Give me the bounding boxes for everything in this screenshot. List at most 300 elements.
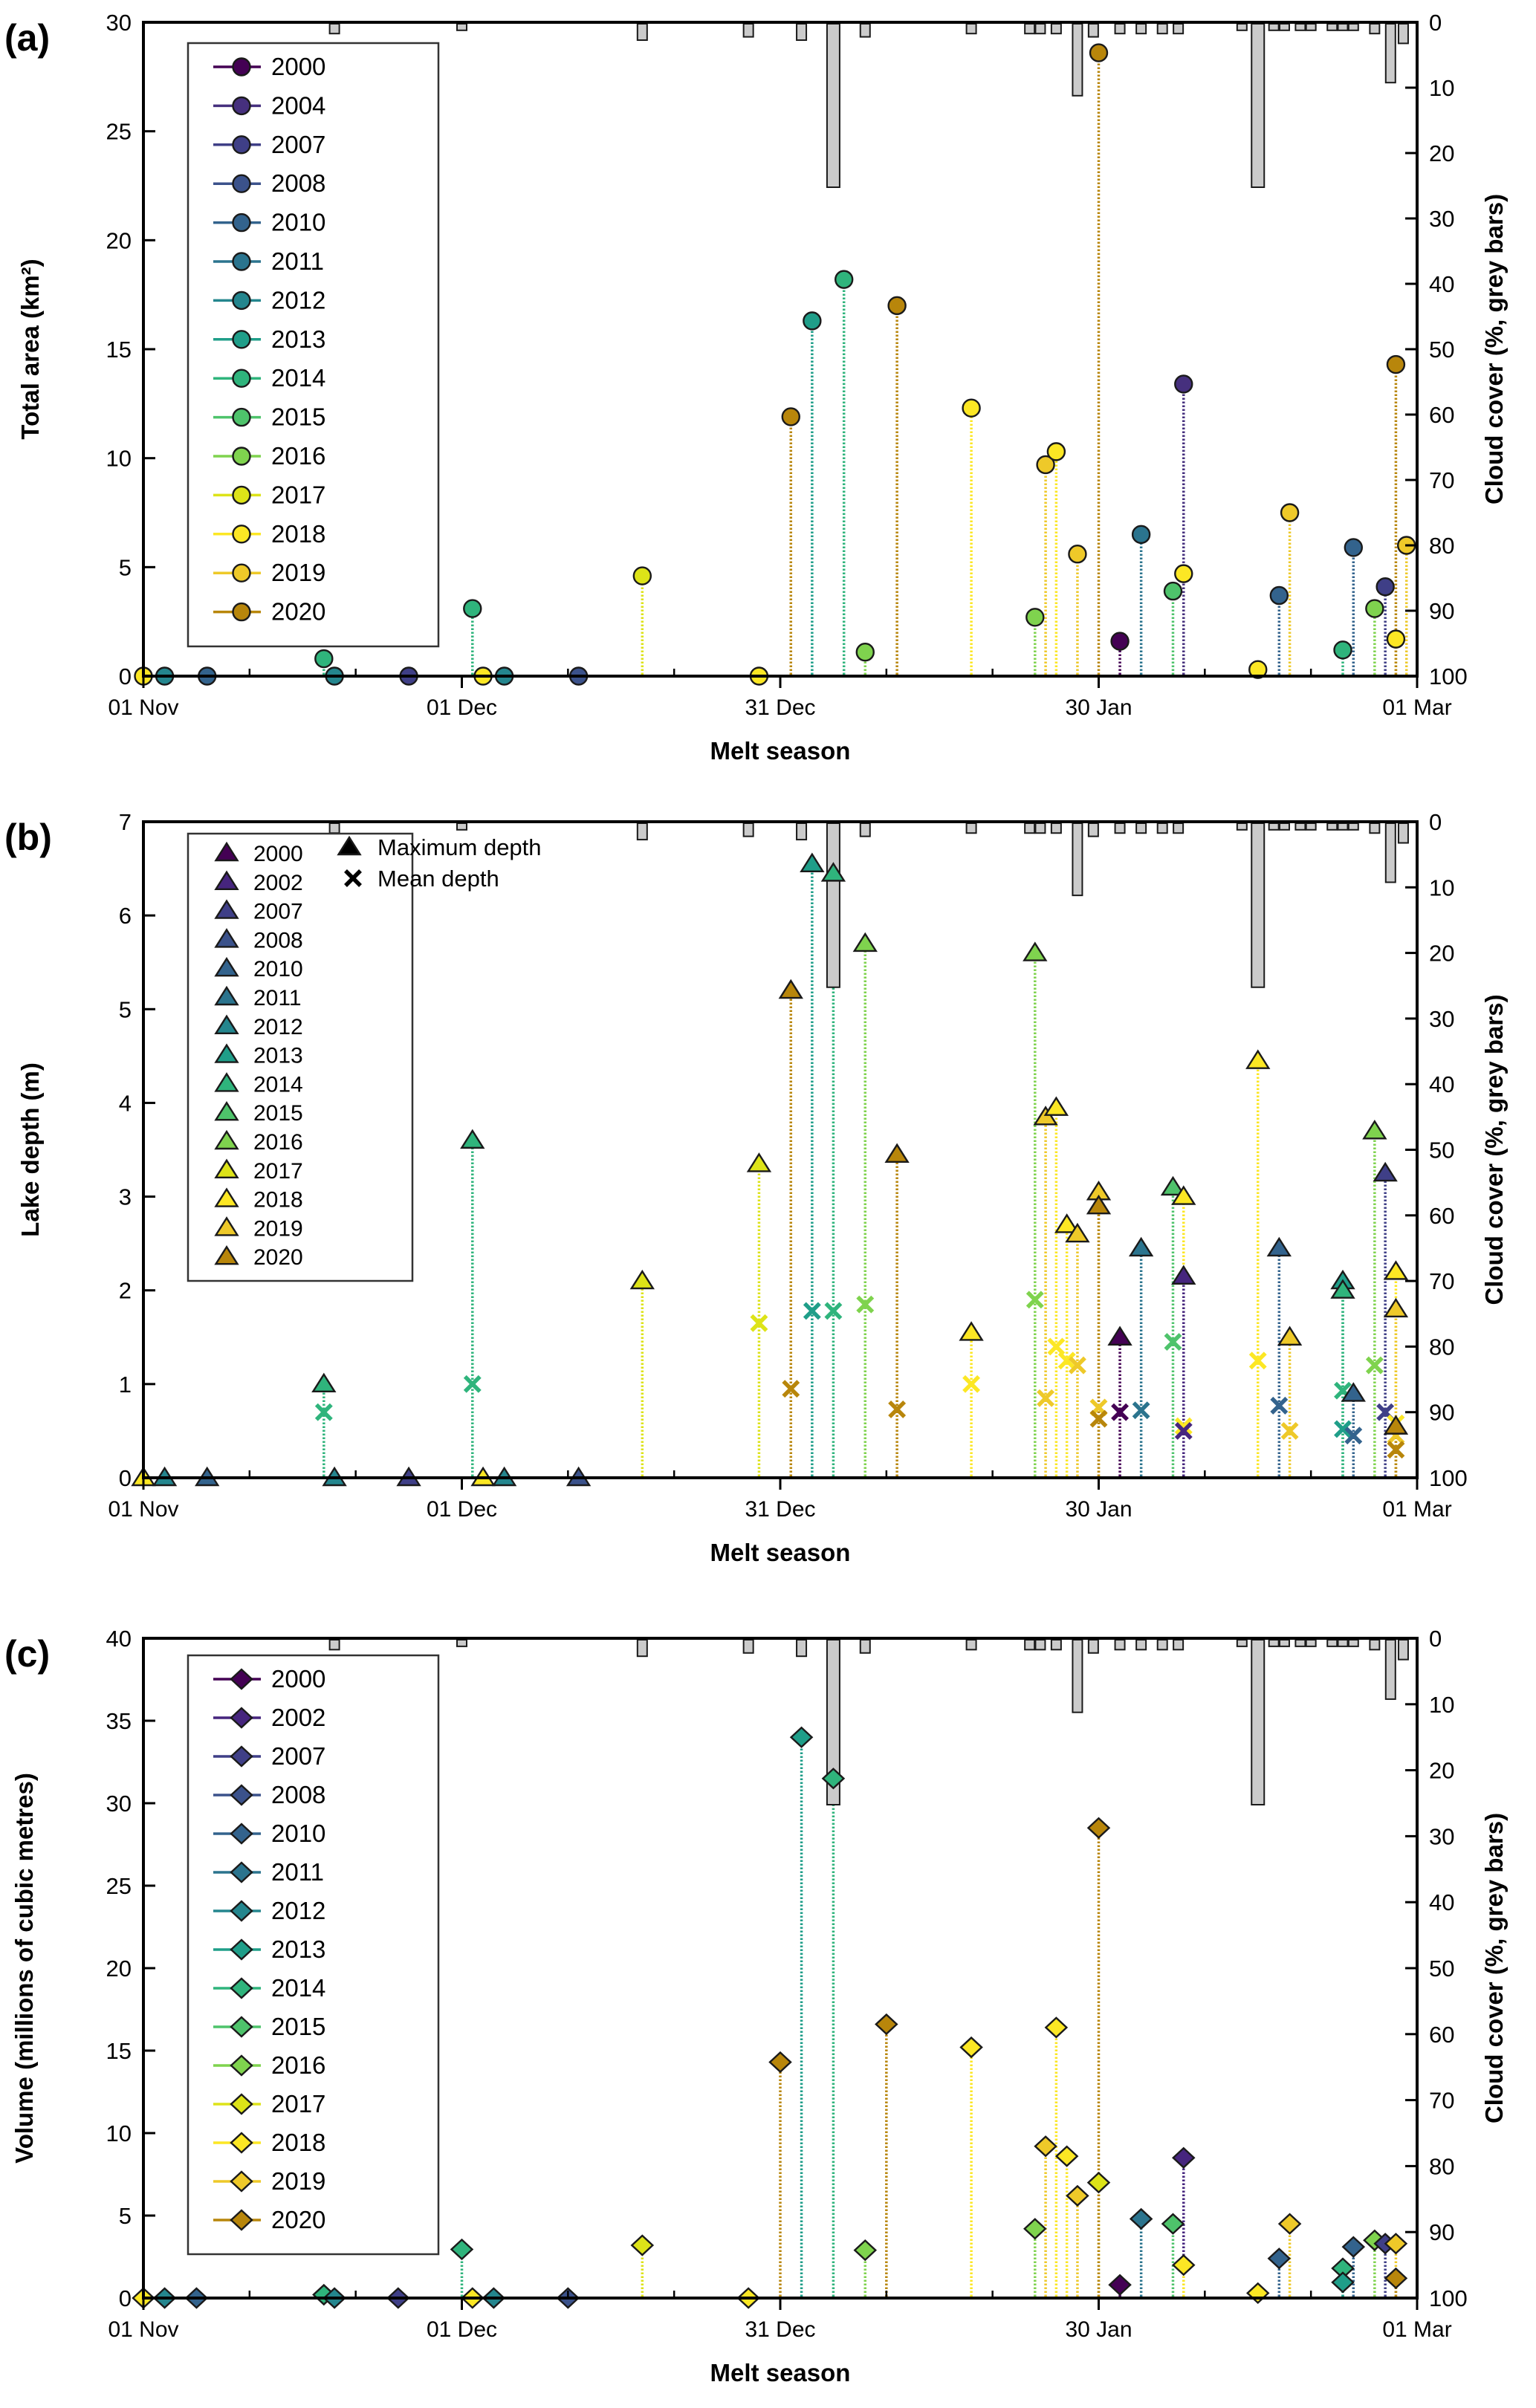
data-point-circle <box>233 136 250 153</box>
y-tick-label: 5 <box>118 2203 132 2229</box>
data-point-circle <box>782 408 800 425</box>
data-point-circle <box>233 565 250 582</box>
x-axis-title: Melt season <box>710 737 851 765</box>
data-point-circle <box>1090 45 1107 62</box>
cloud-cover-bar <box>1115 1640 1125 1649</box>
y2-tick-label: 90 <box>1429 1399 1455 1426</box>
cloud-cover-bar <box>797 24 806 40</box>
panel-letter-a: (a) <box>4 17 51 59</box>
cloud-cover-bar <box>1306 24 1316 30</box>
cloud-cover-bar <box>1251 823 1264 987</box>
data-point-diamond <box>961 2038 982 2057</box>
legend-year-label: 2016 <box>253 1130 303 1155</box>
y2-tick-label: 30 <box>1429 1005 1455 1032</box>
cloud-cover-bar <box>967 24 976 33</box>
data-point-circle <box>233 59 250 76</box>
data-point-circle <box>233 331 250 348</box>
x-tick-label: 01 Dec <box>426 695 498 720</box>
cloud-cover-bar <box>457 24 467 30</box>
data-point-circle <box>889 297 906 314</box>
data-point-triangle <box>1385 1262 1407 1279</box>
legend-year-label: 2000 <box>271 1665 326 1693</box>
data-point-circle <box>233 175 250 192</box>
y-tick-label: 25 <box>106 118 132 145</box>
cloud-cover-bar <box>1089 1640 1098 1653</box>
data-point-circle <box>634 568 651 585</box>
data-point-circle <box>1175 565 1192 582</box>
y-tick-label: 4 <box>118 1090 132 1117</box>
cloud-cover-bar <box>1327 24 1337 30</box>
data-point-triangle <box>632 1271 653 1288</box>
cloud-cover-bar <box>1051 24 1061 33</box>
cloud-cover-bar <box>1072 1640 1082 1713</box>
cloud-cover-bar <box>967 1640 976 1649</box>
data-point-triangle <box>823 863 844 880</box>
x-axis-title: Melt season <box>710 1539 851 1566</box>
data-point-circle <box>1345 539 1362 556</box>
data-point-diamond <box>791 1727 812 1747</box>
cloud-cover-bar <box>1370 823 1379 833</box>
legend-year-label: 2013 <box>271 1935 326 1963</box>
y-tick-label: 6 <box>118 903 132 929</box>
cloud-cover-bar <box>1280 24 1289 30</box>
cloud-cover-bar <box>861 24 870 37</box>
cloud-cover-bar <box>638 24 647 40</box>
cloud-cover-bar <box>1251 1640 1264 1805</box>
x-tick-label: 01 Mar <box>1382 695 1452 720</box>
cloud-cover-bar <box>1269 24 1279 30</box>
cloud-cover-bar <box>1295 823 1305 830</box>
cloud-cover-bar <box>1158 24 1167 33</box>
legend-year-label: 2011 <box>271 247 324 275</box>
cloud-cover-bar <box>330 1640 340 1649</box>
data-point-circle <box>835 271 852 288</box>
cloud-cover-bar <box>1035 823 1045 833</box>
y2-tick-label: 0 <box>1429 10 1442 36</box>
cloud-cover-bar <box>1295 24 1305 30</box>
legend-year-label: 2012 <box>253 1014 303 1039</box>
x-tick-label: 01 Nov <box>108 695 179 720</box>
cloud-cover-bar <box>861 823 870 837</box>
y2-tick-label: 70 <box>1429 1268 1455 1295</box>
data-point-circle <box>1026 609 1043 626</box>
cloud-cover-bar <box>744 823 754 837</box>
cloud-cover-bar <box>1386 24 1396 82</box>
cloud-cover-bar <box>457 1640 467 1646</box>
legend-year-label: 2016 <box>271 2051 326 2079</box>
data-point-diamond <box>855 2241 875 2260</box>
cloud-cover-bar <box>1370 1640 1379 1649</box>
data-point-diamond <box>1131 2209 1152 2228</box>
panel-b <box>4 809 1508 1566</box>
data-point-circle <box>464 600 481 617</box>
cloud-cover-bar <box>1115 823 1125 833</box>
data-point-circle <box>233 448 250 465</box>
y2-tick-label: 10 <box>1429 1691 1455 1718</box>
cloud-cover-bar <box>744 1640 754 1653</box>
y2-tick-label: 40 <box>1429 1071 1455 1098</box>
legend-year-label: 2004 <box>271 91 326 120</box>
data-point-circle <box>1387 356 1404 373</box>
x-tick-label: 01 Dec <box>426 2317 498 2342</box>
legend-year-label: 2012 <box>271 286 326 314</box>
cloud-cover-bar <box>827 823 840 987</box>
legend-year-label: 2002 <box>253 870 303 895</box>
cloud-cover-bar <box>1136 823 1146 833</box>
y2-tick-label: 90 <box>1429 598 1455 624</box>
data-point-triangle <box>887 1145 908 1162</box>
data-point-circle <box>1112 633 1129 650</box>
legend-year-label: 2019 <box>271 559 326 587</box>
data-point-circle <box>233 253 250 270</box>
y-tick-label: 30 <box>106 1791 132 1817</box>
mean-depth-legend-label: Mean depth <box>377 866 499 892</box>
data-point-triangle <box>1024 944 1046 961</box>
cloud-cover-bar <box>638 823 647 840</box>
panel-c <box>4 1626 1508 2386</box>
cloud-cover-bar <box>1269 823 1279 830</box>
data-point-circle <box>233 603 250 620</box>
cloud-cover-bar <box>1051 1640 1061 1649</box>
legend-year-label: 2014 <box>271 364 326 392</box>
x-tick-label: 30 Jan <box>1065 695 1132 720</box>
data-point-circle <box>315 650 332 667</box>
y2-tick-label: 50 <box>1429 1956 1455 1982</box>
cloud-cover-bar <box>1173 1640 1183 1649</box>
cloud-cover-bar <box>1237 1640 1247 1646</box>
cloud-cover-bar <box>1089 24 1098 37</box>
cloud-cover-bar <box>1338 1640 1348 1646</box>
data-point-diamond <box>1109 2275 1130 2294</box>
data-point-diamond <box>1173 2256 1194 2275</box>
data-point-diamond <box>1162 2214 1183 2233</box>
y-tick-label: 10 <box>106 445 132 472</box>
data-point-diamond <box>1343 2237 1364 2256</box>
legend-year-label: 2019 <box>253 1216 303 1242</box>
cloud-cover-bar <box>1237 823 1247 830</box>
y2-axis-title: Cloud cover (%, grey bars) <box>1480 193 1508 505</box>
legend-year-label: 2017 <box>253 1158 303 1184</box>
data-point-triangle <box>1268 1239 1290 1256</box>
x-tick-label: 30 Jan <box>1065 1497 1132 1522</box>
data-point-circle <box>803 312 820 329</box>
data-point-triangle <box>780 981 802 998</box>
y2-tick-label: 10 <box>1429 75 1455 101</box>
legend-year-label: 2000 <box>253 842 303 866</box>
cloud-cover-bar <box>1173 24 1183 33</box>
data-point-circle <box>233 214 250 231</box>
cloud-cover-bar <box>1115 24 1125 33</box>
y-tick-label: 5 <box>118 554 132 581</box>
cloud-cover-bar <box>330 24 340 33</box>
cloud-cover-bar <box>1338 24 1348 30</box>
legend-year-label: 2010 <box>271 1820 326 1847</box>
data-point-diamond <box>1248 2283 1268 2302</box>
data-point-diamond <box>1035 2137 1056 2156</box>
data-point-circle <box>233 292 250 309</box>
y-tick-label: 25 <box>106 1873 132 1899</box>
cloud-cover-bar <box>1173 823 1183 833</box>
legend-year-label: 2017 <box>271 481 326 509</box>
y-tick-label: 40 <box>106 1626 132 1652</box>
legend-year-label: 2015 <box>271 403 326 431</box>
y2-tick-label: 100 <box>1429 1465 1468 1491</box>
legend-year-label: 2018 <box>253 1187 303 1213</box>
cloud-cover-bar <box>1035 24 1045 33</box>
cloud-cover-bar <box>1349 1640 1358 1646</box>
cloud-cover-bar <box>1349 24 1358 30</box>
data-point-circle <box>1271 587 1288 604</box>
y-tick-label: 30 <box>106 10 132 36</box>
legend-year-label: 2007 <box>253 899 303 924</box>
cloud-cover-bar <box>638 1640 647 1656</box>
data-point-diamond <box>1173 2148 1194 2167</box>
data-point-triangle <box>313 1375 334 1392</box>
cloud-cover-bar <box>1237 24 1247 30</box>
y-tick-label: 20 <box>106 227 132 254</box>
max-depth-legend-label: Maximum depth <box>377 834 542 860</box>
legend-year-label: 2014 <box>253 1072 303 1097</box>
legend-year-label: 2011 <box>271 1858 324 1886</box>
data-point-triangle <box>1364 1121 1385 1138</box>
x-tick-label: 31 Dec <box>745 1497 816 1522</box>
legend-year-label: 2019 <box>271 2167 326 2195</box>
y-tick-label: 0 <box>118 2285 132 2311</box>
y-tick-label: 10 <box>106 2120 132 2146</box>
legend-year-label: 2020 <box>271 2206 326 2233</box>
cloud-cover-bar <box>827 24 840 187</box>
data-point-diamond <box>770 2053 791 2072</box>
y2-tick-label: 70 <box>1429 467 1455 493</box>
data-point-circle <box>1132 526 1150 543</box>
y-tick-label: 0 <box>118 663 132 689</box>
y2-tick-label: 100 <box>1429 663 1468 689</box>
cloud-cover-bar <box>1136 1640 1146 1649</box>
y-tick-label: 35 <box>106 1708 132 1734</box>
legend-year-label: 2016 <box>271 442 326 470</box>
y2-tick-label: 80 <box>1429 2153 1455 2180</box>
cloud-cover-bar <box>1051 823 1061 833</box>
cloud-cover-bar <box>1306 823 1316 830</box>
cloud-cover-bar <box>1035 1640 1045 1649</box>
legend-year-label: 2008 <box>253 928 303 953</box>
x-tick-label: 30 Jan <box>1065 2317 1132 2342</box>
data-point-circle <box>1048 443 1065 460</box>
cloud-cover-bar <box>744 24 754 37</box>
data-point-diamond <box>1089 2173 1109 2193</box>
data-point-triangle <box>1385 1299 1407 1317</box>
y2-tick-label: 40 <box>1429 271 1455 297</box>
cloud-cover-bar <box>330 823 340 833</box>
x-tick-label: 31 Dec <box>745 695 816 720</box>
data-point-circle <box>233 97 250 114</box>
y-tick-label: 15 <box>106 2038 132 2064</box>
cloud-cover-bar <box>1327 1640 1337 1646</box>
data-point-triangle <box>1130 1239 1152 1256</box>
x-tick-label: 01 Dec <box>426 1497 498 1522</box>
data-point-diamond <box>1089 1818 1109 1837</box>
data-point-triangle <box>1173 1267 1194 1284</box>
legend-year-label: 2018 <box>271 519 326 548</box>
legend-year-label: 2018 <box>271 2129 326 2156</box>
y2-axis-title: Cloud cover (%, grey bars) <box>1480 1812 1508 2124</box>
cloud-cover-bar <box>1025 24 1034 33</box>
legend-year-label: 2020 <box>253 1245 303 1270</box>
data-point-diamond <box>1385 2268 1406 2288</box>
y-tick-label: 20 <box>106 1956 132 1982</box>
cloud-cover-bar <box>1306 1640 1316 1646</box>
cloud-cover-bar <box>1338 823 1348 830</box>
legend-year-label: 2013 <box>271 325 326 353</box>
y2-axis-title: Cloud cover (%, grey bars) <box>1480 994 1508 1305</box>
cloud-cover-bar <box>1072 823 1082 895</box>
y-tick-label: 7 <box>118 809 132 835</box>
legend-year-label: 2010 <box>271 208 326 236</box>
cloud-cover-bar <box>1295 1640 1305 1646</box>
y2-tick-label: 100 <box>1429 2285 1468 2311</box>
y2-tick-label: 60 <box>1429 1202 1455 1229</box>
data-point-triangle <box>461 1131 483 1148</box>
panel-letter-b: (b) <box>4 817 52 858</box>
data-point-diamond <box>1057 2146 1078 2166</box>
legend-year-label: 2000 <box>271 53 326 80</box>
data-point-circle <box>233 370 250 387</box>
data-point-circle <box>233 487 250 504</box>
data-point-circle <box>1335 641 1352 658</box>
cloud-cover-bar <box>1399 823 1408 843</box>
y2-tick-label: 70 <box>1429 2087 1455 2114</box>
data-point-circle <box>233 525 250 542</box>
legend-year-label: 2008 <box>271 1781 326 1808</box>
data-point-triangle <box>1046 1098 1067 1115</box>
cloud-cover-bar <box>1280 823 1289 830</box>
cloud-cover-bar <box>1136 24 1146 33</box>
legend-year-label: 2014 <box>271 1974 326 2002</box>
y2-tick-label: 0 <box>1429 1626 1442 1652</box>
data-point-triangle <box>801 854 823 872</box>
cloud-cover-bar <box>1280 1640 1289 1646</box>
data-point-diamond <box>876 2014 897 2034</box>
legend-year-label: 2020 <box>271 597 326 626</box>
cloud-cover-bar <box>1399 1640 1408 1660</box>
y-tick-label: 15 <box>106 337 132 363</box>
cloud-cover-bar <box>1089 823 1098 837</box>
y2-tick-label: 30 <box>1429 1823 1455 1850</box>
data-point-circle <box>1069 545 1086 562</box>
data-point-circle <box>1281 504 1298 522</box>
legend-year-label: 2011 <box>253 986 302 1010</box>
cloud-cover-bar <box>1269 1640 1279 1646</box>
legend-year-label: 2017 <box>271 2090 326 2117</box>
y-axis-title: Volume (millions of cubic metres) <box>10 1773 38 2164</box>
cloud-cover-bar <box>1386 823 1396 882</box>
y2-tick-label: 80 <box>1429 1334 1455 1360</box>
data-point-triangle <box>1247 1051 1268 1068</box>
legend-year-label: 2008 <box>271 169 326 198</box>
data-point-diamond <box>1046 2018 1066 2037</box>
cloud-cover-bar <box>1025 1640 1034 1649</box>
data-point-circle <box>1366 600 1383 617</box>
y2-tick-label: 10 <box>1429 874 1455 901</box>
data-point-diamond <box>452 2240 473 2259</box>
y2-tick-label: 60 <box>1429 2021 1455 2048</box>
data-point-diamond <box>1280 2214 1300 2233</box>
y-tick-label: 1 <box>118 1371 132 1398</box>
legend-year-label: 2007 <box>271 1742 326 1770</box>
data-point-circle <box>1164 582 1182 600</box>
cloud-cover-bar <box>1327 823 1337 830</box>
cloud-cover-bar <box>967 823 976 833</box>
x-axis-title: Melt season <box>710 2359 851 2386</box>
y2-tick-label: 0 <box>1429 809 1442 835</box>
y2-tick-label: 20 <box>1429 940 1455 967</box>
data-point-triangle <box>855 934 876 951</box>
data-point-diamond <box>823 1769 843 1788</box>
legend-year-label: 2012 <box>271 1897 326 1924</box>
cloud-cover-bar <box>1349 823 1358 830</box>
y-axis-title: Total area (km²) <box>16 259 44 440</box>
y2-tick-label: 80 <box>1429 533 1455 559</box>
data-point-circle <box>1387 631 1404 648</box>
data-point-circle <box>963 400 980 417</box>
data-point-triangle <box>1279 1328 1300 1345</box>
y-axis-title: Lake depth (m) <box>16 1062 44 1237</box>
cloud-cover-bar <box>1386 1640 1396 1699</box>
cloud-cover-bar <box>1158 1640 1167 1649</box>
cloud-cover-bar <box>1399 24 1408 43</box>
panel-a <box>4 10 1508 765</box>
legend-year-label: 2010 <box>253 957 303 982</box>
data-point-triangle <box>1385 1417 1407 1434</box>
cloud-cover-bar <box>1025 823 1034 833</box>
y-tick-label: 5 <box>118 996 132 1023</box>
legend-year-label: 2015 <box>253 1101 303 1126</box>
cloud-cover-bar <box>861 1640 870 1653</box>
data-point-diamond <box>1268 2249 1289 2268</box>
y2-tick-label: 50 <box>1429 1137 1455 1164</box>
data-point-diamond <box>1067 2186 1088 2205</box>
data-point-circle <box>857 643 874 661</box>
y2-tick-label: 20 <box>1429 140 1455 166</box>
legend-year-label: 2002 <box>271 1704 326 1731</box>
legend-year-label: 2007 <box>271 130 326 158</box>
y2-tick-label: 20 <box>1429 1757 1455 1784</box>
y2-tick-label: 60 <box>1429 402 1455 428</box>
data-point-triangle <box>748 1154 770 1171</box>
y2-tick-label: 40 <box>1429 1889 1455 1916</box>
data-point-triangle <box>1109 1328 1131 1345</box>
cloud-cover-bar <box>1072 24 1082 96</box>
x-tick-label: 01 Nov <box>108 2317 179 2342</box>
y2-tick-label: 50 <box>1429 337 1455 363</box>
cloud-cover-bar <box>797 1640 806 1656</box>
data-point-triangle <box>1375 1164 1396 1181</box>
x-tick-label: 01 Mar <box>1382 1497 1452 1522</box>
data-point-diamond <box>1332 2273 1353 2292</box>
x-tick-label: 01 Mar <box>1382 2317 1452 2342</box>
data-point-circle <box>233 409 250 426</box>
data-point-diamond <box>632 2236 652 2255</box>
panel-letter-c: (c) <box>4 1633 51 1675</box>
cloud-cover-bar <box>457 823 467 830</box>
cloud-cover-bar <box>1251 24 1264 187</box>
data-point-circle <box>1175 375 1192 392</box>
x-tick-label: 31 Dec <box>745 2317 816 2342</box>
data-point-circle <box>1377 578 1394 595</box>
cloud-cover-bar <box>797 823 806 840</box>
cloud-cover-bar <box>1370 24 1379 33</box>
y-tick-label: 0 <box>118 1465 132 1491</box>
